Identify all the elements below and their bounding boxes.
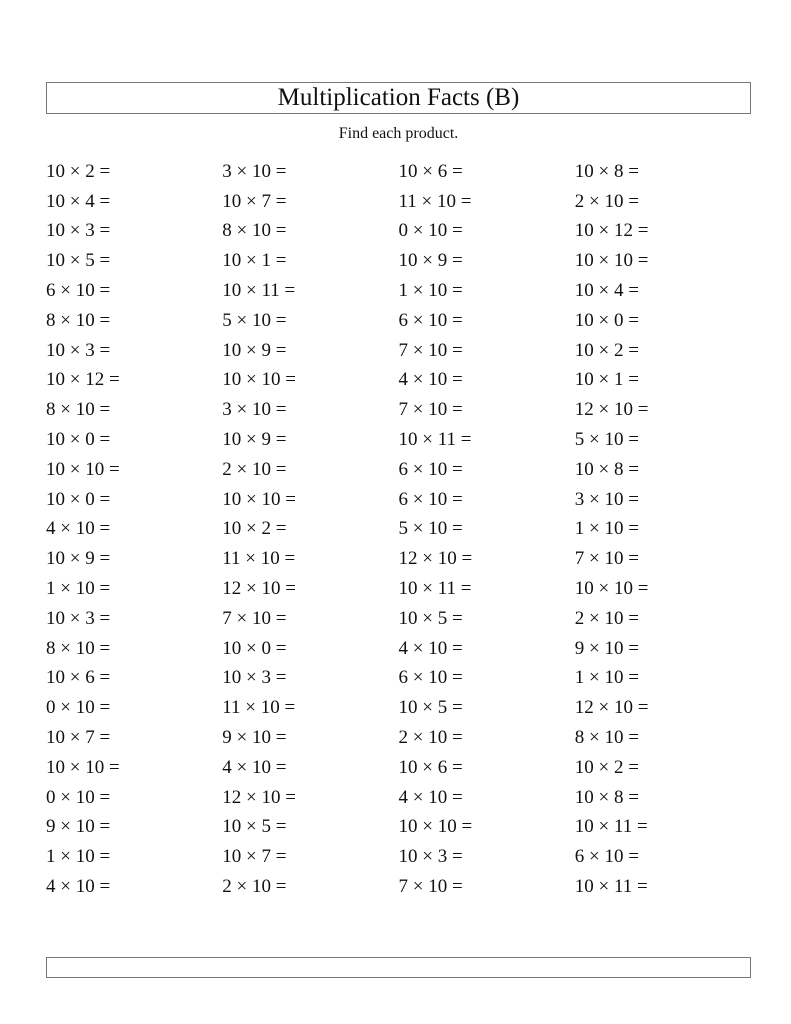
problem-item: 1 × 10 = — [46, 578, 111, 600]
problem-row — [46, 515, 751, 545]
problem-item: 10 × 2 = — [574, 339, 639, 361]
problem-item: 10 × 6 = — [398, 756, 463, 778]
problem-item: 4 × 10 = — [398, 786, 463, 808]
problem-item: 10 × 1 = — [222, 250, 287, 272]
problem-row — [46, 246, 751, 276]
problem-item: 3 × 10 = — [222, 399, 287, 421]
problem-item: 8 × 10 = — [46, 309, 111, 331]
problem-item: 10 × 0 = — [574, 309, 639, 331]
problem-item: 10 × 10 = — [46, 756, 120, 778]
problem-row — [46, 574, 751, 604]
problem-item: 10 × 2 = — [46, 160, 111, 182]
problem-item: 12 × 10 = — [222, 786, 296, 808]
problem-item: 2 × 10 = — [222, 458, 287, 480]
problem-row — [46, 276, 751, 306]
footer-box — [46, 957, 751, 978]
problem-item: 10 × 0 = — [46, 488, 111, 510]
problem-item: 10 × 10 = — [574, 578, 649, 600]
problem-item: 10 × 11 = — [398, 429, 472, 451]
problem-row — [46, 753, 751, 783]
problem-row — [46, 485, 751, 515]
problem-item: 10 × 2 = — [222, 518, 287, 540]
problem-item: 6 × 10 = — [574, 846, 639, 868]
problem-item: 10 × 3 = — [46, 607, 111, 629]
problem-item: 10 × 5 = — [398, 607, 463, 629]
problem-item: 10 × 7 = — [46, 727, 111, 749]
problem-row — [46, 842, 751, 872]
problem-item: 0 × 10 = — [46, 786, 111, 808]
problem-item: 8 × 10 = — [222, 220, 287, 242]
problem-item: 10 × 7 = — [222, 846, 287, 868]
problem-item: 12 × 10 = — [398, 548, 473, 570]
problem-item: 8 × 10 = — [46, 399, 111, 421]
problem-row — [46, 693, 751, 723]
problem-row — [46, 813, 751, 843]
problem-item: 10 × 6 = — [398, 160, 463, 182]
problem-row — [46, 723, 751, 753]
problem-item: 2 × 10 = — [398, 727, 463, 749]
problem-item: 5 × 10 = — [222, 309, 287, 331]
problem-row — [46, 395, 751, 425]
problem-row — [46, 634, 751, 664]
problem-item: 2 × 10 = — [222, 876, 287, 898]
problem-item: 1 × 10 = — [574, 667, 639, 689]
problem-item: 4 × 10 = — [46, 518, 111, 540]
problem-item: 1 × 10 = — [46, 846, 111, 868]
problem-item: 6 × 10 = — [398, 309, 463, 331]
problem-item: 12 × 10 = — [222, 578, 296, 600]
worksheet-title-box — [46, 82, 751, 114]
problem-item: 9 × 10 = — [222, 727, 287, 749]
problem-item: 4 × 10 = — [222, 756, 287, 778]
problem-item: 4 × 10 = — [46, 876, 111, 898]
problem-item: 3 × 10 = — [574, 488, 639, 510]
problem-item: 0 × 10 = — [46, 697, 111, 719]
problem-row — [46, 336, 751, 366]
problem-row — [46, 425, 751, 455]
problem-item: 11 × 10 = — [222, 548, 296, 570]
problem-item: 10 × 3 = — [46, 220, 111, 242]
problem-item: 7 × 10 = — [398, 876, 463, 898]
problem-item: 10 × 5 = — [46, 250, 111, 272]
problem-item: 10 × 0 = — [46, 429, 111, 451]
problem-item: 2 × 10 = — [574, 607, 639, 629]
problem-item: 12 × 10 = — [574, 399, 649, 421]
problem-item: 10 × 11 = — [398, 578, 472, 600]
problem-item: 12 × 10 = — [574, 697, 649, 719]
problem-item: 6 × 10 = — [398, 458, 463, 480]
problem-item: 10 × 3 = — [222, 667, 287, 689]
problem-item: 10 × 8 = — [574, 160, 639, 182]
problem-row — [46, 157, 751, 187]
problem-item: 10 × 10 = — [222, 488, 296, 510]
problem-item: 7 × 10 = — [398, 399, 463, 421]
problem-item: 11 × 10 = — [222, 697, 296, 719]
problem-item: 10 × 0 = — [222, 637, 287, 659]
worksheet-title: Multiplication Facts (B) — [277, 84, 520, 111]
problem-item: 4 × 10 = — [398, 637, 463, 659]
problem-item: 10 × 3 = — [46, 339, 111, 361]
problem-item: 10 × 9 = — [46, 548, 111, 570]
problem-item: 7 × 10 = — [222, 607, 287, 629]
problem-row — [46, 604, 751, 634]
problem-item: 10 × 10 = — [574, 250, 649, 272]
problem-item: 8 × 10 = — [574, 727, 639, 749]
problem-item: 6 × 10 = — [46, 280, 111, 302]
problem-item: 10 × 11 = — [222, 280, 296, 302]
problem-row — [46, 187, 751, 217]
problem-item: 10 × 2 = — [574, 756, 639, 778]
problem-item: 1 × 10 = — [398, 280, 463, 302]
instructions-text: Find each product. — [338, 125, 459, 142]
problem-item: 9 × 10 = — [46, 816, 111, 838]
problem-item: 10 × 9 = — [398, 250, 463, 272]
problem-item: 10 × 4 = — [574, 280, 639, 302]
problem-item: 10 × 10 = — [222, 369, 296, 391]
problem-item: 10 × 10 = — [46, 458, 120, 480]
problem-row — [46, 306, 751, 336]
problem-row — [46, 366, 751, 396]
problem-item: 10 × 7 = — [222, 190, 287, 212]
problem-item: 10 × 5 = — [222, 816, 287, 838]
problem-item: 10 × 3 = — [398, 846, 463, 868]
problem-item: 10 × 10 = — [398, 816, 473, 838]
problem-item: 6 × 10 = — [398, 488, 463, 510]
problem-row — [46, 217, 751, 247]
problem-item: 10 × 12 = — [46, 369, 120, 391]
problem-item: 10 × 12 = — [574, 220, 649, 242]
problem-row — [46, 783, 751, 813]
problem-item: 6 × 10 = — [398, 667, 463, 689]
problem-item: 9 × 10 = — [574, 637, 639, 659]
problem-row — [46, 455, 751, 485]
problem-item: 5 × 10 = — [398, 518, 463, 540]
problem-item: 4 × 10 = — [398, 369, 463, 391]
problem-item: 0 × 10 = — [398, 220, 463, 242]
problem-item: 10 × 9 = — [222, 339, 287, 361]
problem-item: 7 × 10 = — [398, 339, 463, 361]
problem-row — [46, 544, 751, 574]
problem-item: 10 × 9 = — [222, 429, 287, 451]
problem-item: 1 × 10 = — [574, 518, 639, 540]
problem-item: 10 × 5 = — [398, 697, 463, 719]
problem-row — [46, 872, 751, 902]
problem-grid — [46, 157, 751, 902]
problem-item: 10 × 11 = — [574, 876, 648, 898]
problem-item: 10 × 8 = — [574, 786, 639, 808]
problem-item: 8 × 10 = — [46, 637, 111, 659]
problem-item: 7 × 10 = — [574, 548, 639, 570]
problem-item: 2 × 10 = — [574, 190, 639, 212]
problem-item: 5 × 10 = — [574, 429, 639, 451]
problem-item: 10 × 1 = — [574, 369, 639, 391]
problem-item: 11 × 10 = — [398, 190, 472, 212]
problem-item: 10 × 11 = — [574, 816, 648, 838]
problem-item: 10 × 4 = — [46, 190, 111, 212]
problem-item: 3 × 10 = — [222, 160, 287, 182]
problem-row — [46, 664, 751, 694]
problem-item: 10 × 8 = — [574, 458, 639, 480]
problem-item: 10 × 6 = — [46, 667, 111, 689]
